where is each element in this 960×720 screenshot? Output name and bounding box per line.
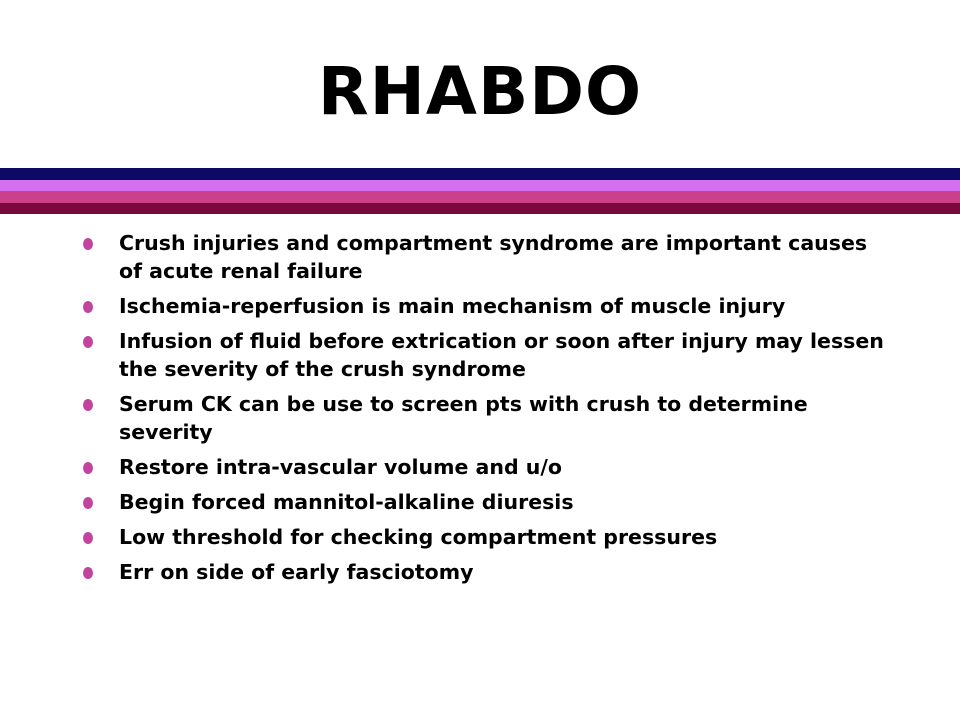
bullet-item (0, 558, 960, 586)
bullet-dot-icon (83, 532, 93, 544)
bullet-item (0, 453, 960, 481)
bullet-item (0, 390, 960, 446)
slide-title: RHABDO (317, 53, 643, 130)
bullet-item (0, 327, 960, 383)
bullet-text: Begin forced mannitol-alkaline diuresis (119, 490, 574, 514)
bullet-list (0, 229, 960, 593)
bullet-text: Err on side of early fasciotomy (119, 560, 474, 584)
bullet-dot-icon (83, 238, 93, 250)
bullet-item (0, 292, 960, 320)
bullet-text: Low threshold for checking compartment pressures (119, 525, 718, 549)
bullet-item (0, 229, 960, 285)
bullet-text: Infusion of fluid before extrication or soon after injury may lessen the severity of the crush syndrome (119, 329, 884, 381)
bullet-text: Ischemia-reperfusion is main mechanism of muscle injury (119, 294, 786, 318)
bullet-dot-icon (83, 462, 93, 474)
bullet-dot-icon (83, 336, 93, 348)
bullet-item (0, 523, 960, 551)
stripe-maroon (0, 203, 960, 214)
stripe-pink (0, 191, 960, 203)
decorative-stripes (0, 168, 960, 214)
stripe-lavender (0, 180, 960, 191)
bullet-item (0, 488, 960, 516)
bullet-dot-icon (83, 301, 93, 313)
bullet-text: Crush injuries and compartment syndrome are important causes of acute renal failure (119, 231, 868, 283)
bullet-dot-icon (83, 567, 93, 579)
bullet-dot-icon (83, 399, 93, 411)
bullet-text: Serum CK can be use to screen pts with crush to determine severity (119, 392, 808, 444)
bullet-text: Restore intra-vascular volume and u/o (119, 455, 562, 479)
bullet-dot-icon (83, 497, 93, 509)
stripe-navy (0, 168, 960, 180)
